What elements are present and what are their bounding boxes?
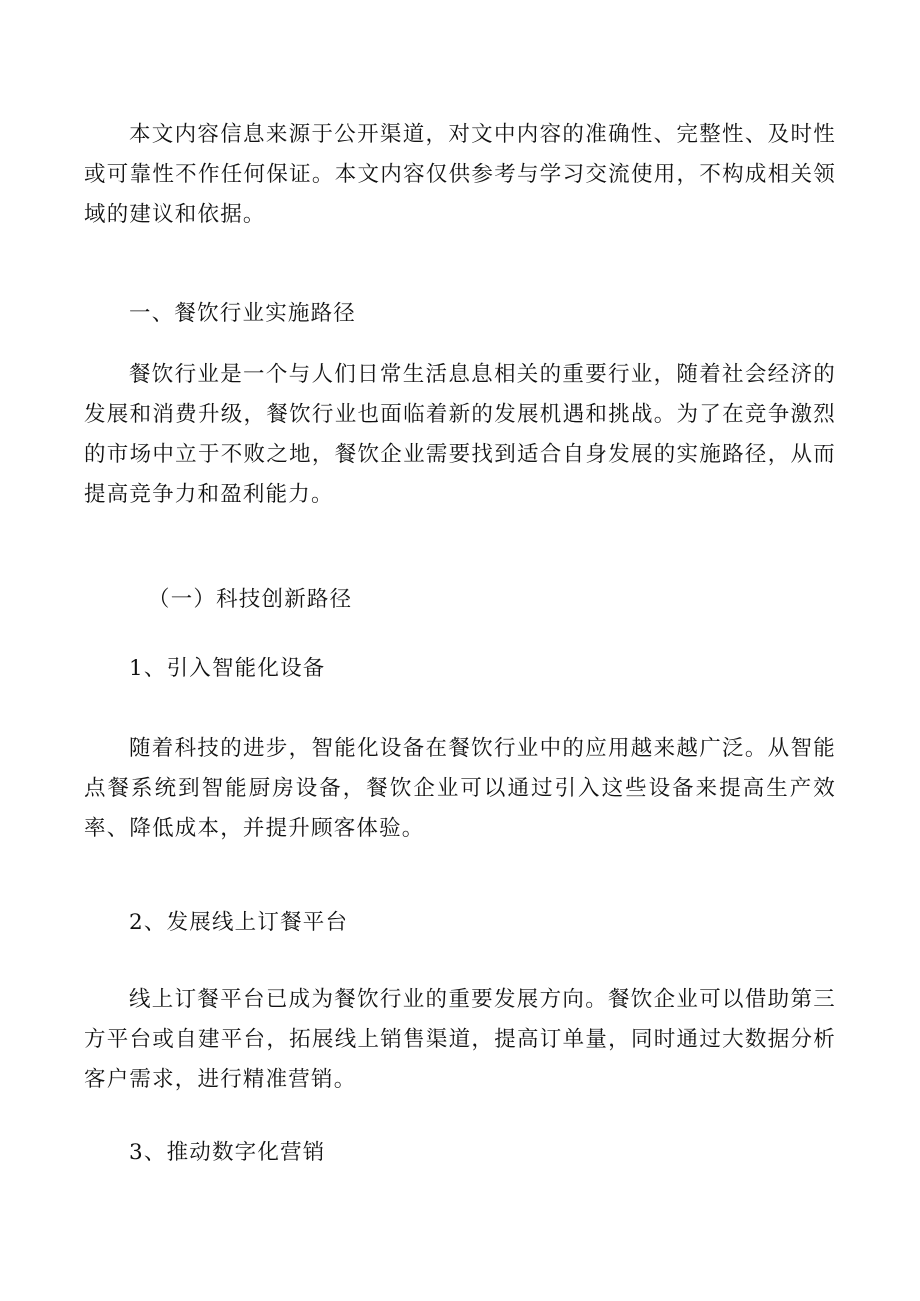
section-intro-paragraph: 餐饮行业是一个与人们日常生活息息相关的重要行业，随着社会经济的发展和消费升级，餐饮行业也面临着新的发展机遇和挑战。为了在竞争激烈的市场中立于不败之地，餐饮企业需要找到适合自身发展的实施路径，从而提高竞争力和盈利能力。 (84, 362, 836, 507)
item-1-heading: 1、引入智能化设备 (129, 656, 326, 681)
item-2-paragraph: 线上订餐平台已成为餐饮行业的重要发展方向。餐饮企业可以借助第三方平台或自建平台，拓展线上销售渠道，提高订单量，同时通过大数据分析客户需求，进行精准营销。 (84, 987, 836, 1092)
disclaimer-paragraph: 本文内容信息来源于公开渠道，对文中内容的准确性、完整性、及时性或可靠性不作任何保证。本文内容仅供参考与学习交流使用，不构成相关领域的建议和依据。 (84, 122, 836, 227)
item-3-heading: 3、推动数字化营销 (129, 1140, 326, 1165)
item-2-heading: 2、发展线上订餐平台 (129, 910, 349, 935)
item-1-paragraph: 随着科技的进步，智能化设备在餐饮行业中的应用越来越广泛。从智能点餐系统到智能厨房设备，餐饮企业可以通过引入这些设备来提高生产效率、降低成本，并提升顾客体验。 (84, 736, 836, 841)
section-heading: 一、餐饮行业实施路径 (129, 301, 357, 326)
subsection-heading: （一）科技创新路径 (148, 587, 353, 612)
